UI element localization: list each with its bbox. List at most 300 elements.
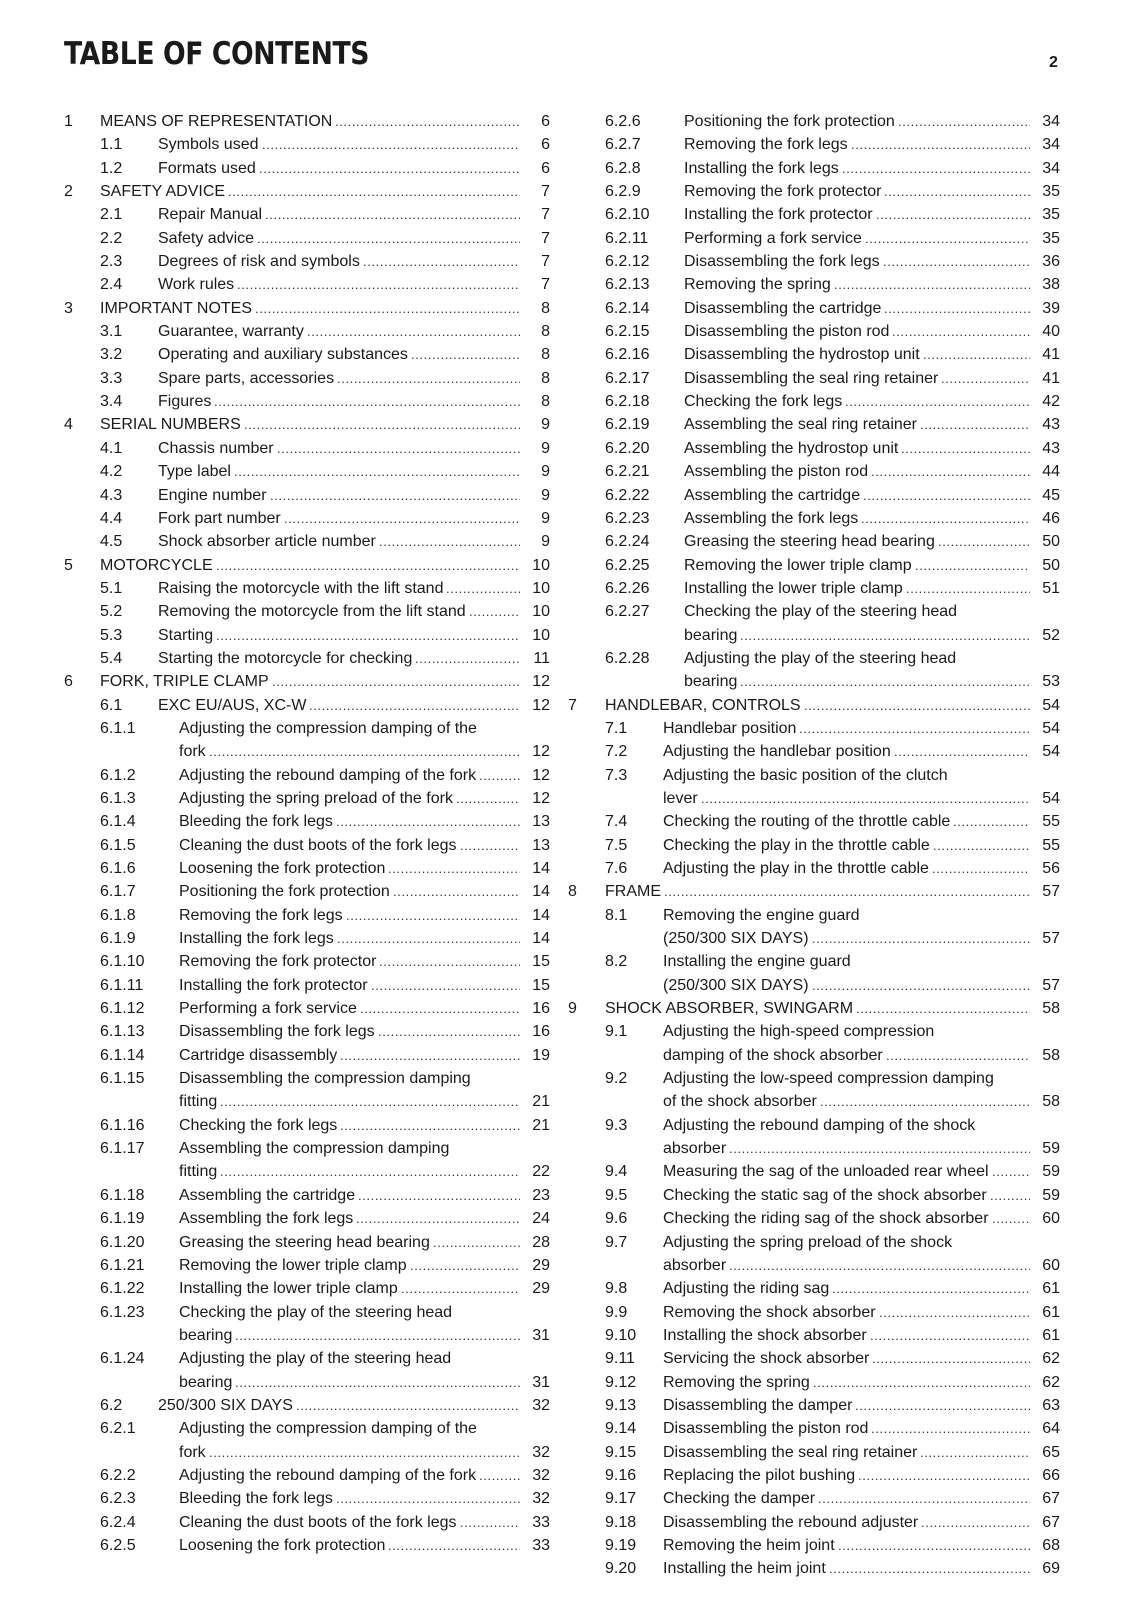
toc-entry[interactable] xyxy=(64,1301,550,1348)
toc-entry-title: Bleeding the fork legs xyxy=(179,1490,333,1508)
toc-entry[interactable] xyxy=(64,624,550,647)
toc-entry-number: 2 xyxy=(64,183,73,201)
toc-entry[interactable] xyxy=(64,834,550,857)
toc-entry[interactable] xyxy=(568,110,1060,133)
toc-column-right xyxy=(568,110,1060,1581)
dot-leader xyxy=(883,250,1030,273)
toc-entry[interactable] xyxy=(568,997,1060,1020)
dot-leader xyxy=(296,1394,520,1417)
toc-entry[interactable] xyxy=(64,647,550,670)
toc-entry[interactable] xyxy=(568,834,1060,857)
toc-entry[interactable] xyxy=(64,904,550,927)
toc-entry-page: 55 xyxy=(1036,810,1060,833)
toc-entry-page: 14 xyxy=(526,904,550,927)
toc-entry-title: Work rules xyxy=(158,276,235,294)
toc-entry-page: 40 xyxy=(1036,320,1060,343)
toc-entry-number: 6.1.13 xyxy=(100,1023,145,1041)
toc-entry-number: 4.1 xyxy=(100,439,123,457)
toc-entry-page: 14 xyxy=(526,880,550,903)
toc-entry-title: SAFETY ADVICE xyxy=(100,183,226,201)
toc-entry-number: 6.2.17 xyxy=(605,369,650,387)
toc-entry-title: HANDLEBAR, CONTROLS xyxy=(605,696,801,714)
toc-entry[interactable] xyxy=(568,1324,1060,1347)
toc-entry-title: Removing the heim joint xyxy=(663,1536,835,1554)
dot-leader xyxy=(433,1231,520,1254)
toc-entry[interactable] xyxy=(64,273,550,296)
dot-leader xyxy=(379,950,520,973)
toc-entry[interactable] xyxy=(568,1114,1060,1161)
toc-entry-number: 6.2.14 xyxy=(605,299,650,317)
toc-entry-title: SERIAL NUMBERS xyxy=(100,416,241,434)
toc-entry[interactable] xyxy=(64,133,550,156)
toc-entry[interactable] xyxy=(64,857,550,880)
toc-entry-title: Installing the engine guard xyxy=(663,953,851,971)
toc-entry-title-continued: fork xyxy=(179,743,206,761)
toc-entry-title: Installing the lower triple clamp xyxy=(684,579,903,597)
toc-entry-page: 53 xyxy=(1036,670,1060,693)
toc-entry[interactable] xyxy=(568,1277,1060,1300)
toc-entry[interactable] xyxy=(64,1394,550,1417)
toc-entry-page: 60 xyxy=(1036,1207,1060,1230)
toc-entry-title: Shock absorber article number xyxy=(158,533,376,551)
dot-leader xyxy=(953,810,1030,833)
dot-leader xyxy=(664,880,1030,903)
toc-entry[interactable] xyxy=(64,1044,550,1067)
toc-entry-title: Greasing the steering head bearing xyxy=(684,533,935,551)
toc-entry-title: Installing the fork protector xyxy=(684,206,873,224)
toc-entry[interactable] xyxy=(64,717,550,764)
toc-entry-number: 6.2.16 xyxy=(605,346,650,364)
toc-entry-number: 2.4 xyxy=(100,276,123,294)
toc-entry-number: 3 xyxy=(64,299,73,317)
toc-entry-page: 33 xyxy=(526,1534,550,1557)
toc-entry-title: Removing the lower triple clamp xyxy=(179,1256,407,1274)
dot-leader xyxy=(340,1044,520,1067)
toc-entry[interactable] xyxy=(64,250,550,273)
dot-leader xyxy=(879,1301,1030,1324)
toc-entry-number: 6.2.10 xyxy=(605,206,650,224)
toc-entry-page: 22 xyxy=(526,1160,550,1183)
dot-leader xyxy=(820,1090,1030,1113)
toc-entry[interactable] xyxy=(64,927,550,950)
toc-entry[interactable] xyxy=(64,694,550,717)
toc-entry[interactable] xyxy=(568,1160,1060,1183)
toc-entry-number: 5.2 xyxy=(100,603,123,621)
dot-leader xyxy=(401,1277,520,1300)
toc-entry[interactable] xyxy=(568,1534,1060,1557)
toc-entry[interactable] xyxy=(64,1464,550,1487)
toc-entry[interactable] xyxy=(64,413,550,436)
toc-entry-number: 7.2 xyxy=(605,743,628,761)
toc-entry-page: 59 xyxy=(1036,1184,1060,1207)
toc-entry-page: 32 xyxy=(526,1441,550,1464)
toc-entry[interactable] xyxy=(568,390,1060,413)
toc-entry[interactable] xyxy=(568,250,1060,273)
toc-entry[interactable] xyxy=(568,1394,1060,1417)
toc-entry-title: Adjusting the spring preload of the shock xyxy=(663,1233,953,1251)
toc-entry-title: Performing a fork service xyxy=(179,1000,357,1018)
dot-leader xyxy=(307,320,520,343)
toc-entry-page: 16 xyxy=(526,997,550,1020)
toc-entry[interactable] xyxy=(568,1207,1060,1230)
toc-entry[interactable] xyxy=(568,530,1060,553)
dot-leader xyxy=(906,577,1030,600)
toc-entry-title-continued: (250/300 SIX DAYS) xyxy=(663,976,809,994)
toc-entry-page: 21 xyxy=(526,1090,550,1113)
toc-entry-page: 14 xyxy=(526,927,550,950)
toc-entry[interactable] xyxy=(64,997,550,1020)
toc-entry-number: 6.2.20 xyxy=(605,439,650,457)
toc-entry[interactable] xyxy=(64,577,550,600)
dot-leader xyxy=(228,180,520,203)
toc-entry[interactable] xyxy=(64,974,550,997)
toc-entry-number: 9.11 xyxy=(605,1350,635,1368)
toc-entry[interactable] xyxy=(568,1557,1060,1580)
toc-entry[interactable] xyxy=(64,764,550,787)
dot-leader xyxy=(812,927,1030,950)
toc-entry-number: 4.2 xyxy=(100,463,123,481)
toc-entry-title-continued: fitting xyxy=(179,1163,218,1181)
toc-entry[interactable] xyxy=(568,1067,1060,1114)
toc-entry-title: Adjusting the rebound damping of the shock xyxy=(663,1116,976,1134)
toc-entry-title: Chassis number xyxy=(158,439,274,457)
toc-entry-title: Removing the shock absorber xyxy=(663,1303,876,1321)
dot-leader xyxy=(921,1511,1030,1534)
toc-entry-page: 7 xyxy=(526,180,550,203)
toc-entry[interactable] xyxy=(64,1020,550,1043)
toc-entry-page: 12 xyxy=(526,764,550,787)
toc-entry-page: 65 xyxy=(1036,1441,1060,1464)
dot-leader xyxy=(863,484,1030,507)
toc-entry-number: 5.3 xyxy=(100,626,123,644)
dot-leader xyxy=(388,1534,520,1557)
toc-entry-page: 32 xyxy=(526,1394,550,1417)
dot-leader xyxy=(259,157,520,180)
toc-entry-page: 55 xyxy=(1036,834,1060,857)
toc-entry-page: 7 xyxy=(526,273,550,296)
dot-leader xyxy=(920,1441,1030,1464)
toc-entry-number: 7.1 xyxy=(605,719,628,737)
toc-entry[interactable] xyxy=(64,1487,550,1510)
toc-entry[interactable] xyxy=(64,1067,550,1114)
dot-leader xyxy=(234,460,520,483)
toc-entry-page: 9 xyxy=(526,530,550,553)
toc-entry-number: 6 xyxy=(64,673,73,691)
toc-entry[interactable] xyxy=(64,670,550,693)
toc-entry-page: 46 xyxy=(1036,507,1060,530)
toc-entry-number: 6.2.28 xyxy=(605,649,650,667)
toc-entry-title: Cleaning the dust boots of the fork legs xyxy=(179,836,457,854)
toc-entry-title: Spare parts, accessories xyxy=(158,369,335,387)
toc-entry-page: 42 xyxy=(1036,390,1060,413)
toc-entry[interactable] xyxy=(568,343,1060,366)
dot-leader xyxy=(886,1044,1030,1067)
toc-entry-number: 6.2.7 xyxy=(605,136,641,154)
toc-entry[interactable] xyxy=(568,437,1060,460)
toc-entry-number: 6.2.22 xyxy=(605,486,650,504)
toc-entry-title: Assembling the fork legs xyxy=(179,1210,354,1228)
toc-entry-title: Disassembling the cartridge xyxy=(684,299,882,317)
toc-entry[interactable] xyxy=(568,554,1060,577)
toc-entry[interactable] xyxy=(64,810,550,833)
toc-entry-page: 59 xyxy=(1036,1160,1060,1183)
dot-leader xyxy=(209,740,520,763)
toc-entry-number: 6.2.19 xyxy=(605,416,650,434)
toc-entry-title: Disassembling the compression damping xyxy=(179,1070,471,1088)
toc-entry[interactable] xyxy=(64,507,550,530)
toc-entry[interactable] xyxy=(568,460,1060,483)
toc-entry[interactable] xyxy=(568,413,1060,436)
toc-entry-title: Installing the lower triple clamp xyxy=(179,1280,398,1298)
toc-entry-page: 33 xyxy=(526,1511,550,1534)
toc-entry-number: 6.2.23 xyxy=(605,509,650,527)
toc-entry-page: 8 xyxy=(526,320,550,343)
dot-leader xyxy=(920,413,1030,436)
dot-leader xyxy=(257,227,520,250)
toc-entry-title: Formats used xyxy=(158,159,256,177)
toc-entry-title-continued: lever xyxy=(663,789,698,807)
toc-entry-page: 68 xyxy=(1036,1534,1060,1557)
toc-entry-page: 67 xyxy=(1036,1511,1060,1534)
toc-entry-title: Installing the shock absorber xyxy=(663,1326,867,1344)
toc-entry[interactable] xyxy=(568,577,1060,600)
toc-entry[interactable] xyxy=(64,180,550,203)
toc-entry-number: 6.1.15 xyxy=(100,1070,145,1088)
toc-entry[interactable] xyxy=(64,297,550,320)
toc-entry-number: 7.5 xyxy=(605,836,628,854)
toc-entry-title-continued: fitting xyxy=(179,1093,218,1111)
toc-entry-title: 250/300 SIX DAYS xyxy=(158,1396,293,1414)
toc-entry[interactable] xyxy=(64,390,550,413)
toc-entry-page: 8 xyxy=(526,367,550,390)
toc-entry-title: Disassembling the piston rod xyxy=(663,1420,869,1438)
toc-entry[interactable] xyxy=(64,1137,550,1184)
toc-entry[interactable] xyxy=(568,297,1060,320)
toc-entry[interactable] xyxy=(64,1347,550,1394)
toc-entry-number: 6.2.9 xyxy=(605,183,641,201)
toc-entry[interactable] xyxy=(64,1511,550,1534)
toc-entry-number: 6.1.2 xyxy=(100,766,136,784)
toc-entry-title: Bleeding the fork legs xyxy=(179,813,333,831)
toc-entry[interactable] xyxy=(64,1207,550,1230)
toc-entry[interactable] xyxy=(568,1184,1060,1207)
toc-entry[interactable] xyxy=(568,600,1060,647)
toc-entry-number: 6.1.18 xyxy=(100,1186,145,1204)
toc-entry[interactable] xyxy=(64,367,550,390)
toc-entry-number: 9.18 xyxy=(605,1513,637,1531)
toc-entry[interactable] xyxy=(568,740,1060,763)
toc-entry[interactable] xyxy=(568,1511,1060,1534)
toc-entry[interactable] xyxy=(568,320,1060,343)
toc-entry[interactable] xyxy=(568,507,1060,530)
toc-entry[interactable] xyxy=(64,1231,550,1254)
toc-entry-page: 51 xyxy=(1036,577,1060,600)
toc-entry-title: Removing the engine guard xyxy=(663,906,860,924)
toc-entry[interactable] xyxy=(568,273,1060,296)
toc-entry[interactable] xyxy=(568,484,1060,507)
toc-entry[interactable] xyxy=(568,227,1060,250)
toc-entry-number: 2.2 xyxy=(100,229,123,247)
toc-entry-title: Raising the motorcycle with the lift stand xyxy=(158,579,444,597)
toc-entry[interactable] xyxy=(64,484,550,507)
toc-entry-title-continued: bearing xyxy=(179,1326,233,1344)
toc-entry-title-continued: (250/300 SIX DAYS) xyxy=(663,930,809,948)
dot-leader xyxy=(237,273,520,296)
dot-leader xyxy=(856,997,1030,1020)
toc-entry[interactable] xyxy=(568,1301,1060,1324)
toc-entry[interactable] xyxy=(64,110,550,133)
toc-entry[interactable] xyxy=(64,157,550,180)
toc-entry-title-continued: absorber xyxy=(663,1256,727,1274)
toc-entry[interactable] xyxy=(568,1487,1060,1510)
toc-entry-number: 9.13 xyxy=(605,1396,637,1414)
toc-entry-title: Symbols used xyxy=(158,136,259,154)
dot-leader xyxy=(829,1557,1030,1580)
toc-entry-title: Disassembling the damper xyxy=(663,1396,853,1414)
toc-entry-number: 6.2.1 xyxy=(100,1420,136,1438)
toc-entry-title: FRAME xyxy=(605,883,661,901)
toc-entry-number: 2.3 xyxy=(100,253,123,271)
dot-leader xyxy=(871,1417,1030,1440)
toc-entry-number: 9.4 xyxy=(605,1163,628,1181)
toc-entry-page: 54 xyxy=(1036,740,1060,763)
toc-entry[interactable] xyxy=(64,320,550,343)
toc-entry-title: Installing the fork legs xyxy=(684,159,839,177)
toc-entry[interactable] xyxy=(64,1254,550,1277)
toc-entry-number: 7 xyxy=(568,696,577,714)
toc-entry[interactable] xyxy=(568,1020,1060,1067)
toc-entry[interactable] xyxy=(568,133,1060,156)
toc-entry-number: 9.3 xyxy=(605,1116,628,1134)
toc-entry[interactable] xyxy=(64,460,550,483)
toc-entry[interactable] xyxy=(568,950,1060,997)
toc-entry[interactable] xyxy=(568,1441,1060,1464)
toc-entry-title: MEANS OF REPRESENTATION xyxy=(100,113,333,130)
toc-entry-title: Adjusting the rebound damping of the fork xyxy=(179,1466,477,1484)
toc-entry[interactable] xyxy=(64,880,550,903)
dot-leader xyxy=(388,857,520,880)
toc-entry[interactable] xyxy=(568,717,1060,740)
toc-entry[interactable] xyxy=(568,367,1060,390)
dot-leader xyxy=(858,1464,1030,1487)
toc-entry-number: 9.14 xyxy=(605,1420,637,1438)
toc-entry[interactable] xyxy=(64,950,550,973)
toc-entry[interactable] xyxy=(568,694,1060,717)
toc-entry[interactable] xyxy=(568,1464,1060,1487)
dot-leader xyxy=(845,390,1030,413)
toc-entry-title: Adjusting the play of the steering head xyxy=(179,1350,452,1368)
toc-entry-number: 6.1.9 xyxy=(100,930,136,948)
toc-entry-number: 9.17 xyxy=(605,1490,637,1508)
toc-entry-title: Greasing the steering head bearing xyxy=(179,1233,430,1251)
toc-entry[interactable] xyxy=(568,857,1060,880)
toc-entry[interactable] xyxy=(568,647,1060,694)
toc-entry-number: 9.5 xyxy=(605,1186,628,1204)
toc-entry[interactable] xyxy=(64,1534,550,1557)
toc-entry-number: 6.1.24 xyxy=(100,1350,145,1368)
toc-entry-page: 13 xyxy=(526,810,550,833)
dot-leader xyxy=(870,1324,1030,1347)
toc-entry[interactable] xyxy=(64,1184,550,1207)
toc-entry[interactable] xyxy=(568,1417,1060,1440)
toc-entry-title-continued: of the shock absorber xyxy=(663,1093,817,1111)
toc-entry-page: 56 xyxy=(1036,857,1060,880)
toc-entry-page: 38 xyxy=(1036,273,1060,296)
toc-entry[interactable] xyxy=(568,1231,1060,1278)
toc-entry[interactable] xyxy=(64,227,550,250)
toc-entry[interactable] xyxy=(64,437,550,460)
toc-entry-title: Loosening the fork protection xyxy=(179,1536,386,1554)
toc-entry[interactable] xyxy=(64,203,550,226)
dot-leader xyxy=(876,203,1030,226)
dot-leader xyxy=(729,1254,1030,1277)
toc-entry[interactable] xyxy=(568,203,1060,226)
toc-entry[interactable] xyxy=(568,880,1060,903)
toc-entry-number: 3.4 xyxy=(100,393,123,411)
toc-entry-number: 4.4 xyxy=(100,509,123,527)
toc-entry-page: 34 xyxy=(1036,157,1060,180)
toc-entry[interactable] xyxy=(568,810,1060,833)
toc-entry-number: 3.2 xyxy=(100,346,123,364)
toc-entry-number: 9.10 xyxy=(605,1326,637,1344)
dot-leader xyxy=(265,203,520,226)
dot-leader xyxy=(220,1160,520,1183)
toc-entry-page: 13 xyxy=(526,834,550,857)
toc-entry[interactable] xyxy=(568,180,1060,203)
toc-entry-page: 54 xyxy=(1036,717,1060,740)
toc-entry[interactable] xyxy=(568,157,1060,180)
toc-entry-title: Adjusting the compression damping of the xyxy=(179,719,477,737)
toc-entry[interactable] xyxy=(568,904,1060,951)
toc-entry[interactable] xyxy=(64,1114,550,1137)
toc-entry-number: 6.2.4 xyxy=(100,1513,136,1531)
toc-entry-page: 69 xyxy=(1036,1557,1060,1580)
toc-entry[interactable] xyxy=(568,764,1060,811)
toc-entry[interactable] xyxy=(568,1371,1060,1394)
toc-entry-title: Checking the play in the throttle cable xyxy=(663,836,930,854)
toc-entry[interactable] xyxy=(568,1347,1060,1370)
toc-entry-title: Assembling the hydrostop unit xyxy=(684,439,899,457)
toc-entry-page: 63 xyxy=(1036,1394,1060,1417)
toc-entry-title: Removing the fork protector xyxy=(179,953,377,971)
toc-entry[interactable] xyxy=(64,343,550,366)
toc-entry-page: 10 xyxy=(526,577,550,600)
dot-leader xyxy=(923,343,1030,366)
toc-entry-page: 57 xyxy=(1036,880,1060,903)
toc-entry[interactable] xyxy=(64,530,550,553)
toc-entry[interactable] xyxy=(64,600,550,623)
toc-entry-page: 29 xyxy=(526,1254,550,1277)
dot-leader xyxy=(990,1184,1030,1207)
toc-entry-page: 61 xyxy=(1036,1301,1060,1324)
toc-entry-title: Disassembling the rebound adjuster xyxy=(663,1513,919,1531)
dot-leader xyxy=(446,577,520,600)
dot-leader xyxy=(270,484,520,507)
dot-leader xyxy=(469,600,520,623)
toc-entry-page: 43 xyxy=(1036,413,1060,436)
toc-entry-number: 9.2 xyxy=(605,1070,628,1088)
toc-entry[interactable] xyxy=(64,1277,550,1300)
toc-entry[interactable] xyxy=(64,787,550,810)
toc-entry-title: Disassembling the seal ring retainer xyxy=(663,1443,918,1461)
dot-leader xyxy=(356,1207,520,1230)
toc-entry-number: 6.2.2 xyxy=(100,1466,136,1484)
toc-entry[interactable] xyxy=(64,1417,550,1464)
toc-entry[interactable] xyxy=(64,554,550,577)
toc-entry-title: Operating and auxiliary substances xyxy=(158,346,408,364)
toc-entry-page: 58 xyxy=(1036,1044,1060,1067)
toc-entry-title-continued: bearing xyxy=(684,626,738,644)
